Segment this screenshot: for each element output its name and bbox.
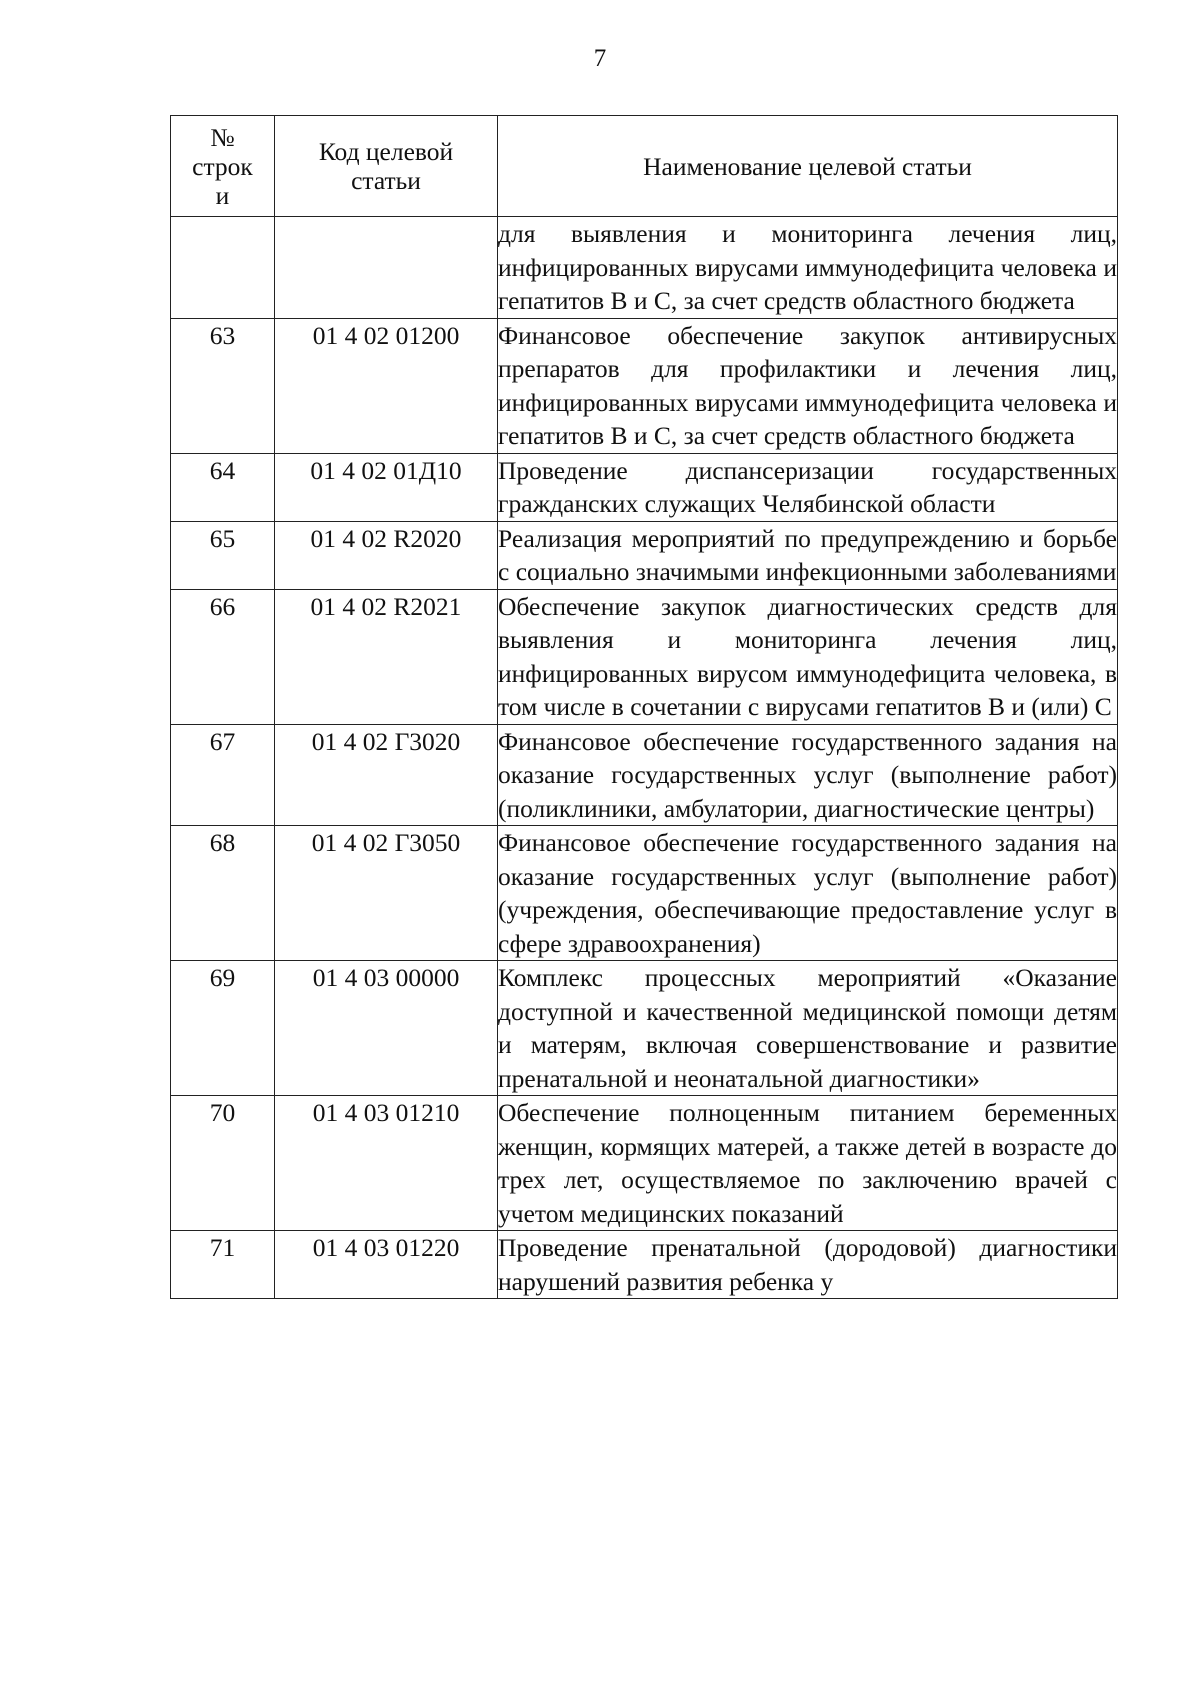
header-row-number-line-1: № [210, 122, 235, 152]
article-code-cell [275, 217, 498, 319]
table-row [171, 1096, 1118, 1231]
article-code-cell: 01 4 03 01210 [275, 1096, 498, 1231]
row-number-cell: 63 [171, 318, 275, 453]
row-number-cell: 66 [171, 589, 275, 724]
article-code-cell: 01 4 02 Г3050 [275, 826, 498, 961]
table-row [171, 1231, 1118, 1299]
article-code-cell: 01 4 03 00000 [275, 961, 498, 1096]
header-row-number-line-3: и [215, 180, 230, 210]
article-code-cell: 01 4 02 Г3020 [275, 724, 498, 826]
table-row [171, 724, 1118, 826]
row-number-cell [171, 217, 275, 319]
table-row [171, 826, 1118, 961]
article-name-cell: Проведение диспансеризации государственных гражданских служащих Челябинской области [498, 453, 1118, 521]
header-row-number [171, 116, 275, 217]
header-article-code [275, 116, 498, 217]
article-name-cell: для выявления и мониторинга лечения лиц, инфицированных вирусами иммунодефицита человека и гепатитов В и С, за счет средств областного бюджета [498, 217, 1118, 319]
row-number-cell: 67 [171, 724, 275, 826]
article-name-cell: Финансовое обеспечение закупок антивирусных препаратов для профилактики и лечения лиц, инфицированных вирусами иммунодефицита человека и гепатитов В и С, за счет средств областного бюджета [498, 318, 1118, 453]
target-articles-table [170, 115, 1118, 1299]
table-row [171, 318, 1118, 453]
article-name-cell: Обеспечение закупок диагностических средств для выявления и мониторинга лечения лиц, инфицированных вирусом иммунодефицита человека, в том числе в сочетании с вирусами гепатитов В и (или) С [498, 589, 1118, 724]
table-header-row [171, 116, 1118, 217]
row-number-cell: 69 [171, 961, 275, 1096]
header-row-number-line-2: строк [192, 151, 253, 181]
article-code-cell: 01 4 02 R2021 [275, 589, 498, 724]
header-article-code-line-2: статьи [351, 166, 421, 195]
article-name-cell: Проведение пренатальной (дородовой) диагностики нарушений развития ребенка у [498, 1231, 1118, 1299]
article-code-cell: 01 4 03 01220 [275, 1231, 498, 1299]
row-number-cell: 64 [171, 453, 275, 521]
header-article-name: Наименование целевой статьи [498, 116, 1118, 217]
article-code-cell: 01 4 02 R2020 [275, 521, 498, 589]
table-row [171, 453, 1118, 521]
header-article-code-line-1: Код целевой [318, 137, 454, 166]
row-number-cell: 65 [171, 521, 275, 589]
article-name-cell: Финансовое обеспечение государственного задания на оказание государственных услуг (выполнение работ) (поликлиники, амбулатории, диагностические центры) [498, 724, 1118, 826]
page-number: 7 [593, 45, 607, 72]
row-number-cell: 70 [171, 1096, 275, 1231]
table-row [171, 217, 1118, 319]
article-name-cell: Обеспечение полноценным питанием беременных женщин, кормящих матерей, а также детей в возрасте до трех лет, осуществляемое по заключению врачей с учетом медицинских показаний [498, 1096, 1118, 1231]
table-row [171, 961, 1118, 1096]
article-code-cell: 01 4 02 01200 [275, 318, 498, 453]
table-row [171, 521, 1118, 589]
article-name-cell: Реализация мероприятий по предупреждению и борьбе с социально значимыми инфекционными заболеваниями [498, 521, 1118, 589]
row-number-cell: 71 [171, 1231, 275, 1299]
table-row [171, 589, 1118, 724]
article-name-cell: Комплекс процессных мероприятий «Оказание доступной и качественной медицинской помощи детям и матерям, включая совершенствование и развитие пренатальной и неонатальной диагностики» [498, 961, 1118, 1096]
article-code-cell: 01 4 02 01Д10 [275, 453, 498, 521]
row-number-cell: 68 [171, 826, 275, 961]
article-name-cell: Финансовое обеспечение государственного задания на оказание государственных услуг (выполнение работ) (учреждения, обеспечивающие предоставление услуг в сфере здравоохранения) [498, 826, 1118, 961]
